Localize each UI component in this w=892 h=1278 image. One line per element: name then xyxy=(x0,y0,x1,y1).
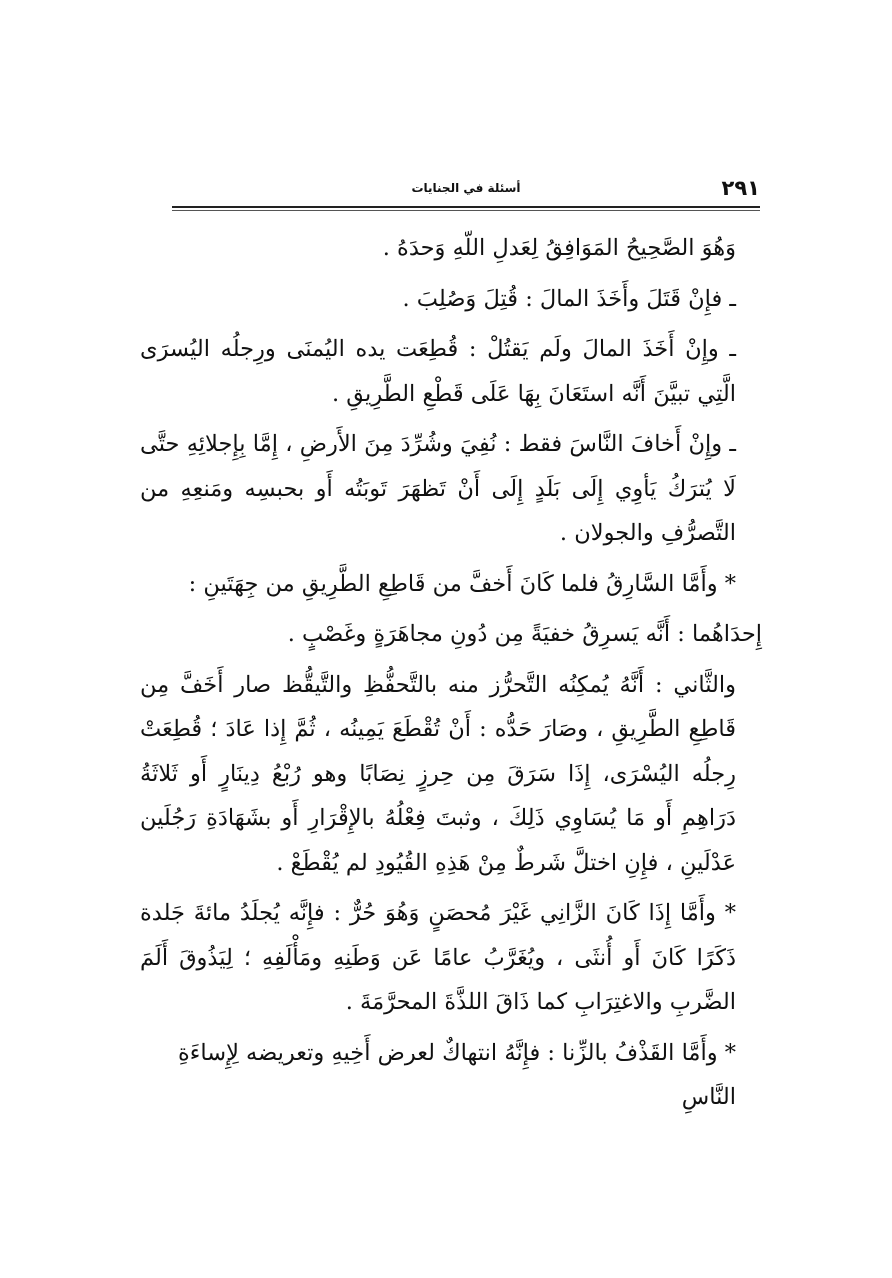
paragraph-3: ـ وإِنْ أَخَذَ المالَ ولَم يَقتُلْ : قُطِعَت يده اليُمنَى ورِجلُه اليُسرَى الَّتِي تبيَّنَ أَنَّه استَعَانَ بِهَا عَلَى قَطْعِ الطَّرِيقِ . xyxy=(140,336,736,407)
header-rule-thin xyxy=(172,210,760,211)
paragraph-6: إِحدَاهُما : أَنَّه يَسرِقُ خفيَةً مِن دُونِ مجاهَرَةٍ وغَصْبٍ . xyxy=(287,621,762,647)
body-text xyxy=(140,226,762,1126)
paragraph-7: والثَّاني : أَنَّهُ يُمكِنُه التَّحرُّز منه بالتَّحفُّظِ والتَّيقُّظ صار أَخَفَّ مِن قَاطِعِ الطَّرِيقِ ، وصَارَ حَدُّه : أَنْ تُقْطَعَ يَمِينُه ، ثُمَّ إِذا عَادَ ؛ قُطِعَتْ رِجلُه اليُسْرَى، إِذَا سَرَقَ مِن حِرزٍ نِصَابًا وهو رُبْعُ دِينَارٍ أَو ثَلاثَةُ دَرَاهِمِ أَو مَا يُسَاوِي ذَلِكَ ، وثبتَ فِعْلُهُ بالإِقْرَارِ أَو بشَهَادَةِ رَجُلَين عَدْلَينِ ، فإِنِ اختلَّ شَرطٌ مِنْ هَذِهِ القُيُودِ لم يُقْطَعْ . xyxy=(140,671,736,876)
header-rule xyxy=(172,206,760,208)
page-header xyxy=(172,176,760,206)
page-number: ٢٩١ xyxy=(721,176,760,200)
running-title: أسئلة في الجنايات xyxy=(411,181,521,195)
paragraph-4: ـ وإِنْ أَخافَ النَّاسَ فقط : نُفِيَ وشُرِّدَ مِنَ الأَرضِ ، إِمَّا بِإِجلائِهِ حتَّى لَا يُترَكُ يَأوِي إِلَى بَلَدٍ إِلَى أَنْ تَظهَرَ تَوبَتُه أَو بحبسِه ومَنعِهِ من التَّصرُّفِ والجولان . xyxy=(140,431,736,546)
paragraph-2: ـ فإِنْ قَتَلَ وأَخَذَ المالَ : قُتِلَ وَصُلِبَ . xyxy=(402,285,736,312)
paragraph-5: * وأَمَّا السَّارِقُ فلما كَانَ أَخفَّ من قَاطِعِ الطَّرِيقِ من جِهَتَينِ : xyxy=(188,570,736,597)
paragraph-8: * وأَمَّا إِذَا كَانَ الزَّانِي غَيْرَ مُحصَنٍ وَهُوَ حُرٌّ : فإِنَّه يُجلَدُ مائةَ جَلدة ذَكَرًا كَانَ أَو أُنثَى ، ويُغَرَّبُ عامًا عَن وَطَنِهِ ومَأْلَفِهِ ؛ لِيَذُوقَ أَلَمَ الضَّربِ والاغتِرَابِ كما ذَاقَ اللذَّةَ المحرَّمَةَ . xyxy=(140,900,736,1015)
paragraph-1: وَهُوَ الصَّحِيحُ المَوَافِقُ لِعَدلِ اللّهِ وَحدَهُ . xyxy=(382,235,736,261)
paragraph-9: * وأَمَّا القَذْفُ بالزِّنا : فإِنَّهُ انتهاكٌ لعرض أَخِيهِ وتعريضه لِإِساءَةِ النَّاسِ xyxy=(178,1039,736,1110)
